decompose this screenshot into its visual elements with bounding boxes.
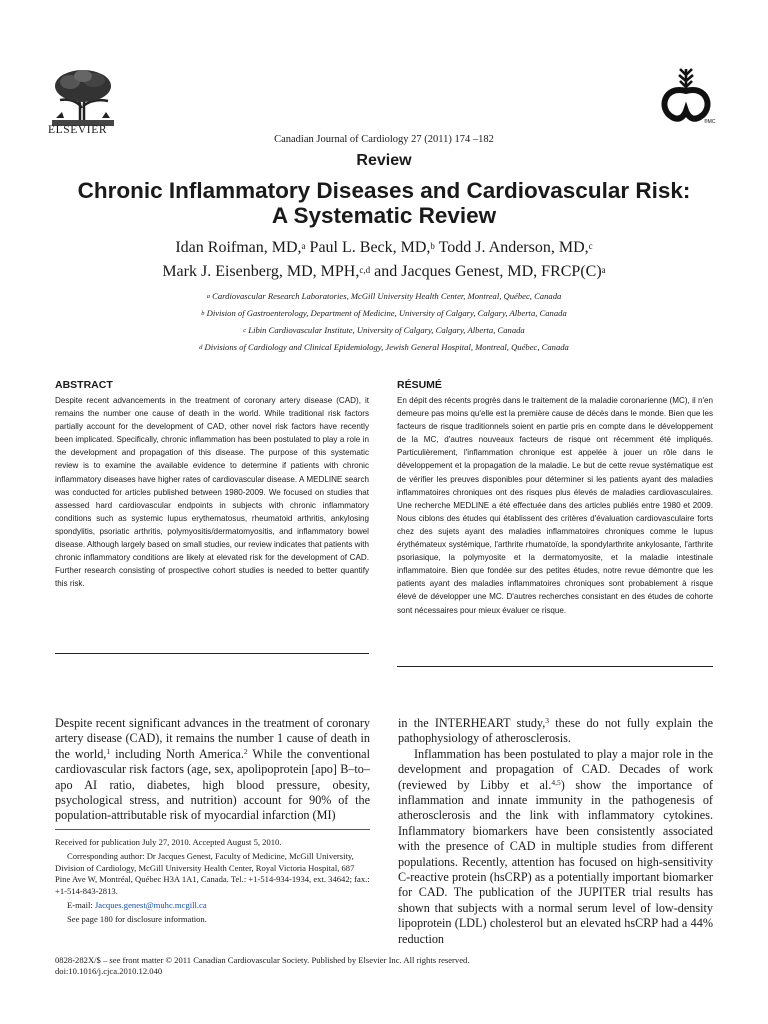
email-link[interactable]: Jacques.genest@muhc.mcgill.ca	[94, 900, 207, 911]
affiliation: $^d$ Divisions of Cardiology and Clinical Epidemiology, Jewish General Hospital, Montreal, Québec, Canada	[199, 342, 569, 352]
citation-ref[interactable]: 2	[243, 746, 248, 756]
corresponding-author: Corresponding author: Dr Jacques Genest, Faculty of Medicine, McGill University, Division of Cardiology, McGill University Health Center, Royal Victoria Hospital, 687 Pine Ave W, Montréal, Québec H3A 1A1, Canada. Tel.: +1-514-934-1934, ext. 34642; fax.: +1-514-843-2813.	[55, 851, 370, 896]
author-affil-mark: a	[601, 265, 606, 275]
abstract-text: Despite recent advancements in the treatment of coronary artery disease (CAD), it remains the number one cause of death in the world. While traditional risk factors partially account for the development of CAD, other novel risk factors have recently been implicated. Specifically, chronic inflammation has been postulated to play a role in the development and propagation of this disease. The purpose of this systematic review is to examine the available evidence to determine if patients with chronic inflammatory diseases have higher rates of cardiovascular disease. A MEDLINE search was conducted for articles published between 1980-2009. We focused on studies that assessed hard cardiovascular endpoints in subjects with chronic inflammatory conditions such as systemic lupus erythematosus, rheumatoid arthritis, ankylosing spondylitis, psoriatic arthritis, polymyositis/dermatomyositis, and inflammatory bowel disease. Although largely based on small studies, our review indicates that patients with chronic inflammatory conditions are likely at elevated risk for the development of CAD. Further research consisting of prospective cohort studies is needed to better quantify this risk.	[55, 396, 369, 589]
author-affil-mark: a	[301, 241, 306, 251]
received-note: Received for publication July 27, 2010. Accepted August 5, 2010.	[55, 837, 282, 847]
disclosure-note: See page 180 for disclosure information.	[67, 914, 207, 925]
author-affil-mark: c	[588, 241, 593, 251]
body-column-right	[398, 716, 713, 947]
logo-trademark: ®MC	[704, 119, 716, 125]
author-name: Paul L. Beck, MD,	[309, 239, 431, 256]
citation-ref[interactable]: 1	[106, 746, 111, 756]
author-list	[40, 236, 728, 284]
elsevier-tree-logo	[50, 68, 116, 128]
citation-ref[interactable]: 4,5	[551, 777, 561, 787]
body-column-left	[55, 716, 370, 824]
abstract-heading: ABSTRACT	[55, 379, 113, 391]
publisher-name: ELSEVIER	[48, 124, 108, 136]
author-affil-mark: c,d	[359, 265, 371, 275]
affiliation: $^c$ Libin Cardiovascular Institute, University of Calgary, Calgary, Alberta, Canada	[243, 325, 525, 335]
affiliation: $^a$ Cardiovascular Research Laboratories, McGill University Health Center, Montreal, Québec, Canada	[206, 291, 562, 301]
section-label: Review	[356, 152, 412, 169]
title-line-2: A Systematic Review	[271, 203, 497, 228]
body-paragraph: Despite recent significant advances in the treatment of coronary artery disease (CAD), it remains the number 1 cause of death in the world,$^1$ including North America.$^2$ While the conventional cardiovascular risk factors (age, sex, apolipoprotein [apo] B–to–apo AI ratio, diabetes, high blood pressure, obesity, psychological stress, and nutrition) account for 90% of the population-attributable risk of myocardial infarction (MI)	[55, 716, 370, 823]
journal-citation: Canadian Journal of Cardiology 27 (2011) 174 –182	[274, 134, 494, 145]
doi-line[interactable]: doi:10.1016/j.cjca.2010.12.040	[55, 966, 163, 977]
resume-text: En dépit des récents progrès dans le traitement de la maladie coronarienne (MC), il n'en demeure pas moins qu'elle est la première cause de décès dans le monde. Bien que les facteurs de risque traditionnels soient en partie pris en compte dans le développement de la MC, d'autres nouveaux facteurs de risque ont récemment été impliqués. Particulièrement, l'inflammation chronique est appelée à jouer un rôle dans le développement et la propagation de la maladie. Le but de cette revue systématique est de vérifier les preuves disponibles pour déterminer si les patients ayant des maladies inflammatoires chroniques ont des risques plus élevés de maladies cardiovasculaires. Une recherche MEDLINE a été effectuée dans des articles publiés entre 1980 et 2009. Nous ciblons des études qui établissent des critères d'évaluation cardiovasculaire forts chez des sujets ayant des maladies inflammatoires chroniques comme le lupus érythémateux systémique, l'arthrite rhumatoïde, la spondylarthrite ankylosante, l'arthrite psoriasique, la polymyosite et la dermatomyosite, et la maladie intestinale inflammatoire. Bien que fondée sur des petites études, notre revue démontre que les patients ayant des maladies inflammatoires chroniques sont probablement à risque élevé de développer une MC. D'autres recherches consistant en des études de cohorte sont nécessaires pour mieux évaluer ce risque.	[397, 396, 713, 615]
footnote-divider	[55, 829, 370, 830]
citation-ref[interactable]: 3	[545, 716, 550, 725]
author-line-2	[40, 260, 728, 284]
author-name: Mark J. Eisenberg, MD, MPH,	[162, 263, 360, 280]
body-paragraph: Inflammation has been postulated to play a major role in the development and propagation of CAD. Decades of work (reviewed by Libby et al.$^{4,5}$) show the importance of inflammation and innate immunity in the pathogenesis of atherosclerosis and the link with inflammatory cytokines. Inflammatory biomarkers have been consistently associated with the presence of CAD in multiple studies from different populations. Recently, attention has focused on high-sensitivity C-reactive protein (hsCRP) as a potentially important biomarker for CAD. The publication of the JUPITER trial results has shown that subjects with a normal serum level of low-density lipoprotein (LDL) cholesterol but an elevated hsCRP had a 44% reduction	[398, 746, 713, 946]
affiliation: $^b$ Division of Gastroenterology, Department of Medicine, University of Calgary, Calgary, Alberta, Canada	[201, 308, 567, 318]
copyright-footer	[55, 955, 655, 978]
society-logo	[652, 65, 720, 125]
footnotes	[55, 837, 370, 929]
author-name: and Jacques Genest, MD, FRCP(C)	[374, 263, 602, 280]
issn-line: 0828-282X/$ – see front matter © 2011 Canadian Cardiovascular Society. Published by Elsevier Inc. All rights reserved.	[55, 955, 470, 965]
paper-title	[40, 178, 728, 228]
email-line: E-mail: Jacques.genest@muhc.mcgill.ca	[67, 900, 207, 911]
author-name: Idan Roifman, MD,	[175, 239, 302, 256]
title-line-1: Chronic Inflammatory Diseases and Cardiovascular Risk:	[77, 178, 691, 203]
abstract-section	[55, 379, 369, 590]
author-line-1	[40, 236, 728, 260]
resume-heading: RÉSUMÉ	[397, 379, 442, 391]
body-paragraph: in the INTERHEART study,$^3$ these do not fully explain the pathophysiology of atherosclerosis.	[398, 716, 713, 746]
author-affil-mark: b	[430, 241, 435, 251]
resume-section	[397, 379, 713, 617]
author-name: Todd J. Anderson, MD,	[438, 239, 589, 256]
abstract-divider	[55, 653, 369, 654]
resume-divider	[397, 666, 713, 667]
affiliation-list	[40, 288, 728, 356]
